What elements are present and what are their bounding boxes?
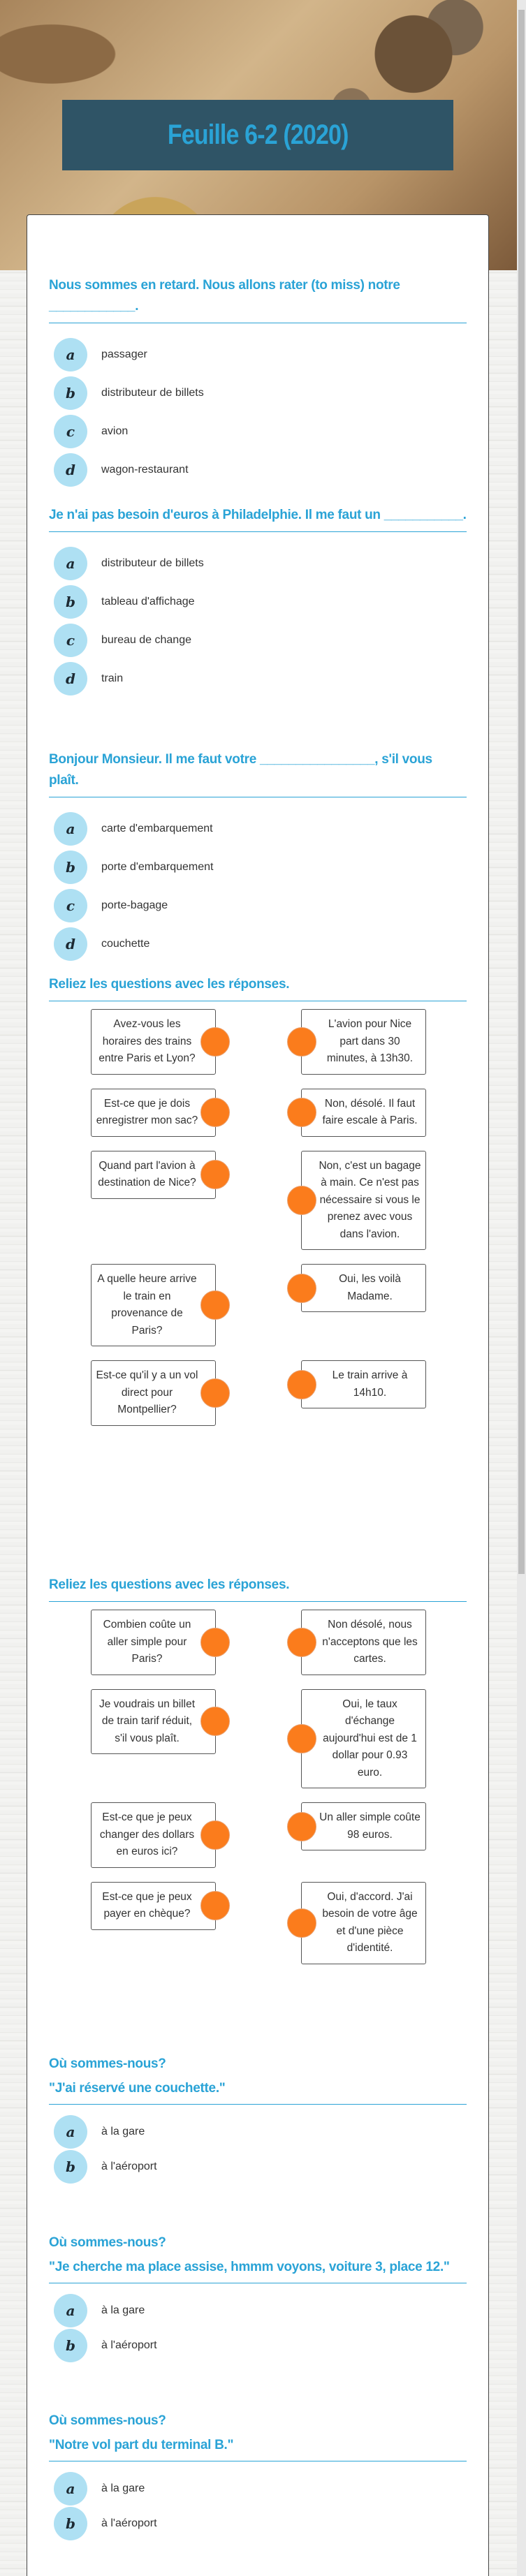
match-card-text: Oui, les voilà Madame. <box>339 1273 401 1302</box>
matching-title: Reliez les questions avec les réponses. <box>49 974 467 1001</box>
question-title <box>49 2230 467 2283</box>
match-card-text: Le train arrive à 14h10. <box>332 1369 408 1399</box>
match-connector-dot[interactable] <box>287 1724 316 1753</box>
option-label: passager <box>101 348 147 360</box>
match-card-text: Est-ce qu'il y a un vol direct pour Montpellier? <box>96 1369 198 1415</box>
match-card-text: L'avion pour Nice part dans 30 minutes, à 13h30. <box>326 1018 414 1064</box>
match-connector-dot[interactable] <box>200 1098 230 1127</box>
option-c[interactable] <box>49 621 467 659</box>
matching-question <box>49 1575 467 1964</box>
match-card-left[interactable] <box>91 1802 216 1868</box>
match-card-text: Je voudrais un billet de train tarif réduit, s'il vous plaît. <box>99 1698 195 1744</box>
option-c[interactable] <box>49 412 467 450</box>
option-letter-badge: a <box>54 2115 87 2149</box>
option-letter-badge: b <box>54 585 87 619</box>
match-card-right[interactable] <box>301 1610 426 1675</box>
match-card-right[interactable] <box>301 1089 426 1137</box>
option-label: à l'aéroport <box>101 2517 157 2529</box>
option-d[interactable] <box>49 450 467 489</box>
match-connector-dot[interactable] <box>200 1820 230 1850</box>
match-card-text: Est-ce que je peux payer en chèque? <box>102 1890 192 1920</box>
match-card-right[interactable] <box>301 1882 426 1964</box>
question-text-line: Où sommes-nous? <box>49 2413 166 2428</box>
match-card-text: Combien coûte un aller simple pour Paris? <box>103 1619 191 1665</box>
match-connector-dot[interactable] <box>287 1274 316 1303</box>
match-card-left[interactable] <box>91 1009 216 1075</box>
option-label: distributeur de billets <box>101 386 204 399</box>
options-list <box>49 809 467 963</box>
match-connector-dot[interactable] <box>287 1186 316 1215</box>
match-card-left[interactable] <box>91 1689 216 1755</box>
scrollbar[interactable] <box>517 0 526 2576</box>
option-letter-badge: b <box>54 2329 87 2362</box>
match-card-text: Est-ce que je peux changer des dollars en euros ici? <box>99 1811 195 1857</box>
option-label: wagon-restaurant <box>101 463 189 476</box>
option-letter-badge: c <box>54 889 87 922</box>
question-text-line: Nous sommes en retard. Nous allons rater (to miss) notre <box>49 278 400 293</box>
option-d[interactable] <box>49 659 467 698</box>
match-card-text: Oui, d'accord. J'ai besoin de votre âge et d'une pièce d'identité. <box>322 1890 418 1954</box>
match-card-right[interactable] <box>301 1151 426 1251</box>
question-text-line: "Je cherche ma place assise, hmmm voyons, voiture 3, place 12." <box>49 2260 450 2274</box>
match-card-right[interactable] <box>301 1689 426 1789</box>
option-letter-badge: b <box>54 2150 87 2184</box>
match-card-text: Non désolé, nous n'acceptons que les cartes. <box>322 1619 418 1665</box>
option-b[interactable] <box>49 848 467 886</box>
question-text-line: ____________. <box>49 299 139 314</box>
options-list <box>49 2293 467 2363</box>
question <box>49 2052 467 2184</box>
match-connector-dot[interactable] <box>200 1628 230 1657</box>
option-b[interactable] <box>49 582 467 621</box>
matching-grid <box>49 1610 467 1964</box>
option-letter-badge: c <box>54 415 87 448</box>
match-card-text: Avez-vous les horaires des trains entre Paris et Lyon? <box>98 1018 196 1064</box>
option-letter-badge: b <box>54 376 87 410</box>
question-text-line: Où sommes-nous? <box>49 2235 166 2250</box>
option-label: à la gare <box>101 2304 145 2316</box>
option-letter-badge: a <box>54 547 87 580</box>
option-b[interactable] <box>49 2149 467 2184</box>
option-a[interactable] <box>49 2114 467 2149</box>
question-title <box>49 2408 467 2461</box>
option-letter-badge: b <box>54 2507 87 2540</box>
option-label: à l'aéroport <box>101 2339 157 2351</box>
match-connector-dot[interactable] <box>200 1160 230 1189</box>
match-connector-dot[interactable] <box>200 1027 230 1057</box>
option-label: distributeur de billets <box>101 557 204 569</box>
option-label: couchette <box>101 937 150 950</box>
option-d[interactable] <box>49 925 467 963</box>
match-card-left[interactable] <box>91 1151 216 1199</box>
match-connector-dot[interactable] <box>287 1812 316 1841</box>
match-connector-dot[interactable] <box>200 1707 230 1736</box>
option-label: à la gare <box>101 2482 145 2494</box>
option-a[interactable] <box>49 2471 467 2506</box>
option-label: carte d'embarquement <box>101 822 213 834</box>
question <box>49 275 467 489</box>
title-banner <box>62 100 453 170</box>
question-title <box>49 505 467 532</box>
match-connector-dot[interactable] <box>287 1908 316 1938</box>
option-label: avion <box>101 425 129 437</box>
matching-title: Reliez les questions avec les réponses. <box>49 1575 467 1602</box>
match-card-left[interactable] <box>91 1264 216 1346</box>
page-title: Feuille 6-2 (2020) <box>167 119 349 150</box>
question-text-line: "J'ai réservé une couchette." <box>49 2081 226 2096</box>
question-title <box>49 275 467 323</box>
match-card-text: Oui, le taux d'échange aujourd'hui est de 1 dollar pour 0.93 euro. <box>323 1698 417 1779</box>
match-connector-dot[interactable] <box>200 1891 230 1920</box>
matching-question <box>49 974 467 1426</box>
question-text-line: Où sommes-nous? <box>49 2056 166 2071</box>
match-card-left[interactable] <box>91 1882 216 1930</box>
options-list <box>49 544 467 698</box>
question-title <box>49 2052 467 2105</box>
option-letter-badge: c <box>54 624 87 657</box>
option-letter-badge: b <box>54 851 87 884</box>
option-letter-badge: a <box>54 812 87 846</box>
match-card-text: A quelle heure arrive le train en provenance de Paris? <box>97 1273 197 1337</box>
option-a[interactable] <box>49 544 467 582</box>
option-label: train <box>101 672 124 684</box>
matching-grid <box>49 1009 467 1426</box>
worksheet-card <box>27 214 489 2576</box>
option-a[interactable] <box>49 809 467 848</box>
question-text-line: Je n'ai pas besoin d'euros à Philadelphie. Il me faut un ___________. <box>49 508 467 522</box>
scrollbar-thumb[interactable] <box>518 10 525 1574</box>
option-label: bureau de change <box>101 633 191 646</box>
option-letter-badge: a <box>54 2294 87 2327</box>
option-b[interactable] <box>49 2328 467 2363</box>
option-label: tableau d'affichage <box>101 595 195 608</box>
match-card-right[interactable] <box>301 1264 426 1312</box>
option-letter-badge: a <box>54 2472 87 2505</box>
option-a[interactable] <box>49 2293 467 2328</box>
option-b[interactable] <box>49 374 467 412</box>
match-connector-dot[interactable] <box>287 1027 316 1057</box>
question-text-line: "Notre vol part du terminal B." <box>49 2438 234 2452</box>
option-label: à la gare <box>101 2126 145 2137</box>
option-c[interactable] <box>49 886 467 925</box>
match-card-left[interactable] <box>91 1089 216 1137</box>
match-card-text: Non, c'est un bagage à main. Ce n'est pas nécessaire si vous le prenez avec vous dans l'avion. <box>319 1159 421 1240</box>
option-a[interactable] <box>49 335 467 374</box>
option-b[interactable] <box>49 2506 467 2541</box>
match-connector-dot[interactable] <box>287 1098 316 1127</box>
match-connector-dot[interactable] <box>200 1378 230 1408</box>
option-label: porte-bagage <box>101 899 168 911</box>
match-connector-dot[interactable] <box>200 1290 230 1320</box>
question <box>49 505 467 698</box>
option-letter-badge: d <box>54 662 87 695</box>
options-list <box>49 2114 467 2184</box>
option-label: porte d'embarquement <box>101 860 214 873</box>
match-card-right[interactable] <box>301 1009 426 1075</box>
question-title <box>49 749 467 797</box>
match-card-text: Quand part l'avion à destination de Nice? <box>98 1159 196 1188</box>
options-list <box>49 2471 467 2541</box>
match-card-text: Non, désolé. Il faut faire escale à Paris. <box>322 1097 418 1126</box>
match-card-left[interactable] <box>91 1360 216 1426</box>
question <box>49 749 467 963</box>
question <box>49 2230 467 2363</box>
match-connector-dot[interactable] <box>287 1628 316 1657</box>
question-text-line: plaît. <box>49 773 79 788</box>
option-letter-badge: d <box>54 927 87 961</box>
option-letter-badge: a <box>54 338 87 371</box>
question-text-line: Bonjour Monsieur. Il me faut votre ________________, s'il vous <box>49 752 432 767</box>
options-list <box>49 335 467 489</box>
match-card-text: Est-ce que je dois enregistrer mon sac? <box>96 1097 198 1126</box>
option-label: à l'aéroport <box>101 2161 157 2172</box>
match-connector-dot[interactable] <box>287 1370 316 1399</box>
option-letter-badge: d <box>54 453 87 487</box>
question <box>49 2408 467 2541</box>
match-card-left[interactable] <box>91 1610 216 1675</box>
match-card-right[interactable] <box>301 1360 426 1408</box>
match-card-text: Un aller simple coûte 98 euros. <box>319 1811 421 1841</box>
match-card-right[interactable] <box>301 1802 426 1850</box>
